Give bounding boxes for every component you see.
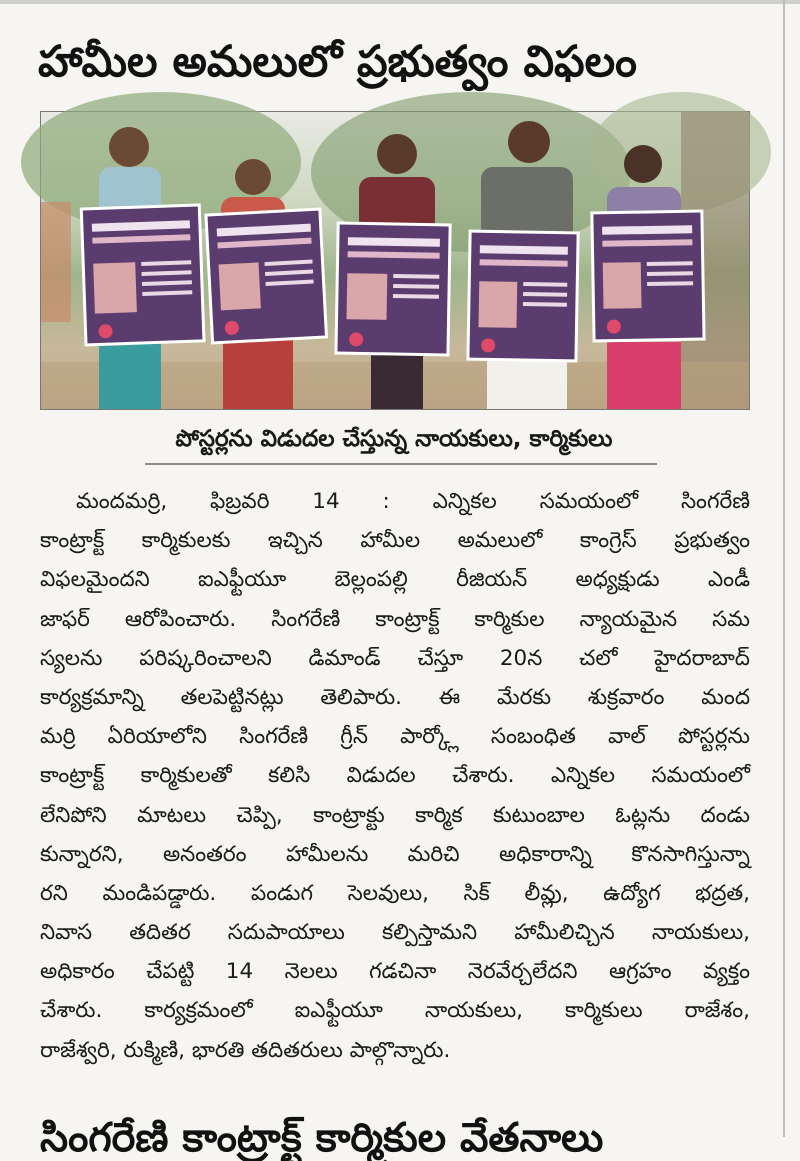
- body-line: మందమర్రి, ఫిబ్రవరి 14 : ఎన్నికల సమయంలో సింగరేణి: [76, 489, 750, 514]
- photo-caption: పోస్టర్లను విడుదల చేస్తున్న నాయకులు, కార్మికులు: [175, 426, 613, 452]
- body-line: కార్యక్రమాన్ని తలపెట్టినట్లు తెలిపారు. ఈ మేరకు శుక్రవారం మంద: [40, 684, 750, 710]
- article-body: [40, 482, 750, 1070]
- body-line: నివాస తదితర సదుపాయాలు కల్పిస్తామని హామీలిచ్చిన నాయకులు,: [40, 920, 750, 946]
- column-divider: [783, 0, 785, 1137]
- body-line: జాఫర్ ఆరోపించారు. సింగరేణి కాంట్రాక్ట్ కార్మికుల న్యాయమైన సమ: [40, 606, 750, 632]
- news-photo: [40, 111, 750, 410]
- body-line: రని మండిపడ్డారు. పండుగ సెలవులు, సిక్ లీవ్లు, ఉద్యోగ భద్రత,: [40, 880, 750, 906]
- body-line: స్యలను పరిష్కరించాలని డిమాండ్ చేస్తూ 20న చలో హైదరాబాద్: [40, 645, 750, 671]
- page-top-border: [0, 0, 800, 4]
- caption-underline: [145, 463, 657, 465]
- body-line: రాజేశ్వరి, రుక్మిణి, భారతి తదితరులు పాల్గొన్నారు.: [40, 1037, 451, 1063]
- poster-3: [336, 223, 450, 355]
- body-line: లేనిపోని మాటలు చెప్పి, కాంట్రాక్టు కార్మిక కుటుంబాల ఓట్లను దండు: [40, 802, 750, 828]
- body-line: అధికారం చేపట్టి 14 నెలలు గడచినా నెరవేర్చలేదని ఆగ్రహం వ్యక్తం: [40, 959, 750, 985]
- body-line: కున్నారని, అనంతరం హామీలను మరిచి అధికారాన్ని కొనసాగిస్తున్నా: [40, 841, 750, 867]
- body-line: చేశారు. కార్యక్రమంలో ఐఎఫ్టీయూ నాయకులు, కార్మికులు రాజేశం,: [40, 998, 750, 1024]
- body-line: కాంట్రాక్ట్ కార్మికులకు ఇచ్చిన హామీల అమలులో కాంగ్రెస్ ప్రభుత్వం: [40, 528, 750, 554]
- body-line: మర్రి ఏరియాలోని సింగరేణి గ్రీన్ పార్క్లో సంబంధిత వాల్ పోస్టర్లను: [40, 724, 750, 750]
- body-line: విఫలమైందని ఐఎఫ్టీయూ బెల్లంపల్లి రీజియన్ అధ్యక్షుడు ఎండీ: [40, 567, 750, 593]
- poster-4: [468, 231, 578, 361]
- next-article-headline-cropped: సింగరేణి కాంట్రాక్ట్ కార్మికుల వేతనాలు: [40, 1115, 604, 1161]
- body-line: కాంట్రాక్ట్ కార్మికులతో కలిసి విడుదల చేశారు. ఎన్నికల సమయంలో: [40, 763, 750, 789]
- article-headline: హామీల అమలులో ప్రభుత్వం విఫలం: [38, 37, 637, 87]
- poster-1: [81, 205, 204, 345]
- poster-5: [592, 211, 704, 341]
- photo-illustration: [41, 112, 749, 409]
- poster-2: [206, 209, 327, 343]
